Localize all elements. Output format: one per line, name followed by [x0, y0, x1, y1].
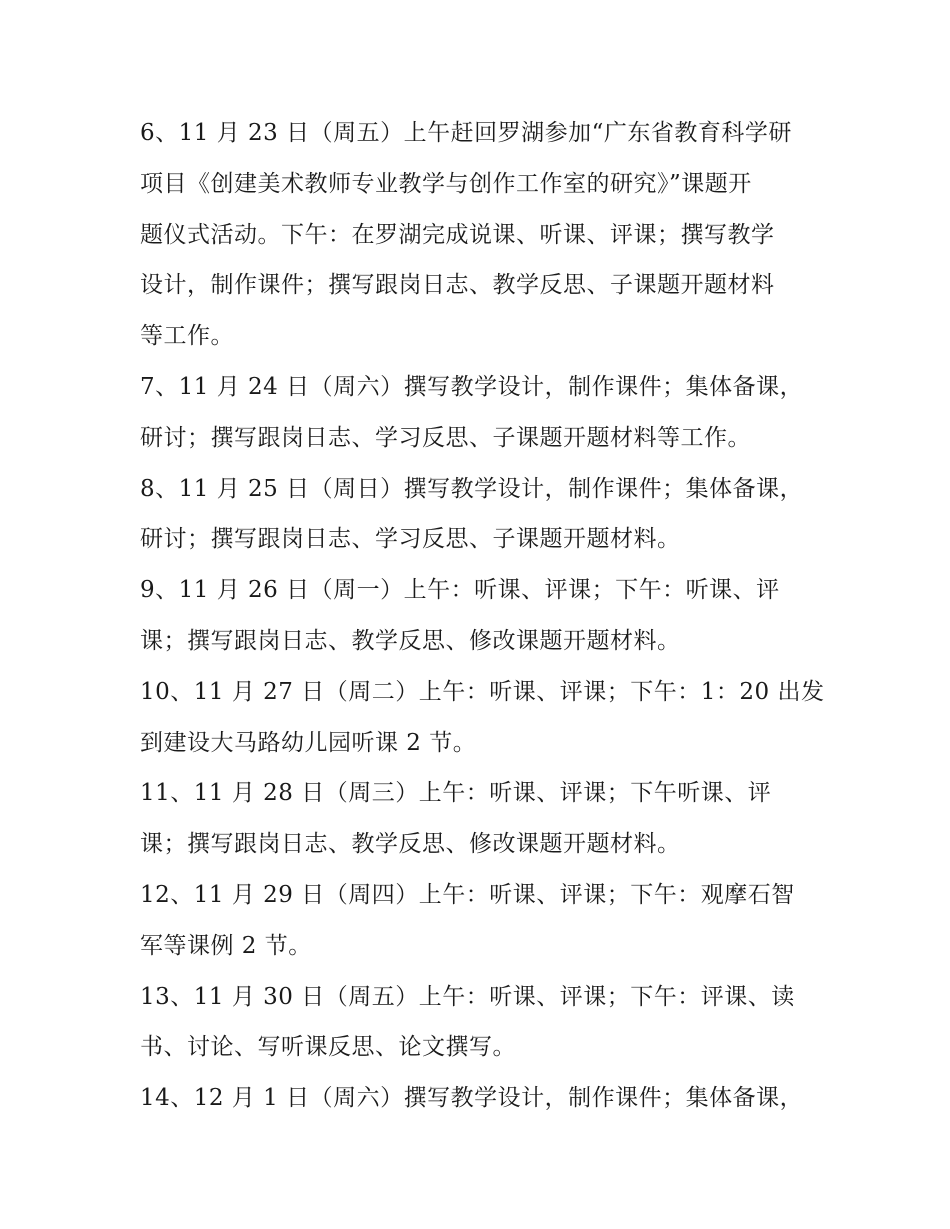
text-line: 7、11 月 24 日（周六）撰写教学设计，制作课件；集体备课， [140, 373, 804, 400]
text-line: 14、12 月 1 日（周六）撰写教学设计，制作课件；集体备课， [140, 1085, 804, 1112]
text-line: 12、11 月 29 日（周四）上午：听课、评课；下午：观摩石智 [140, 881, 795, 908]
text-line: 题仪式活动。下午：在罗湖完成说课、听课、评课；撰写教学 [140, 221, 775, 248]
text-line: 等工作。 [140, 323, 234, 350]
text-line: 6、11 月 23 日（周五）上午赶回罗湖参加“广东省教育科学研 [140, 120, 792, 146]
text-line: 研讨；撰写跟岗日志、学习反思、子课题开题材料。 [140, 526, 681, 553]
text-line: 设计，制作课件；撰写跟岗日志、教学反思、子课题开题材料 [140, 272, 775, 299]
text-line: 11、11 月 28 日（周三）上午：听课、评课；下午听课、评 [140, 780, 772, 807]
text-line: 到建设大马路幼儿园听课 2 节。 [140, 729, 477, 756]
text-line: 10、11 月 27 日（周二）上午：听课、评课；下午：1：20 出发 [140, 678, 825, 705]
text-line: 书、讨论、写听课反思、论文撰写。 [140, 1034, 516, 1061]
document-body [140, 108, 825, 1124]
text-line: 13、11 月 30 日（周五）上午：听课、评课；下午：评课、读 [140, 983, 795, 1010]
text-line: 课；撰写跟岗日志、教学反思、修改课题开题材料。 [140, 831, 681, 858]
text-line: 研讨；撰写跟岗日志、学习反思、子课题开题材料等工作。 [140, 424, 751, 451]
text-line: 课；撰写跟岗日志、教学反思、修改课题开题材料。 [140, 627, 681, 654]
text-line: 8、11 月 25 日（周日）撰写教学设计，制作课件；集体备课， [140, 475, 804, 502]
text-line: 军等课例 2 节。 [140, 932, 312, 959]
text-line: 项目《创建美术教师专业教学与创作工作室的研究》”课题开 [140, 170, 752, 197]
text-line: 9、11 月 26 日（周一）上午：听课、评课；下午：听课、评 [140, 577, 780, 604]
